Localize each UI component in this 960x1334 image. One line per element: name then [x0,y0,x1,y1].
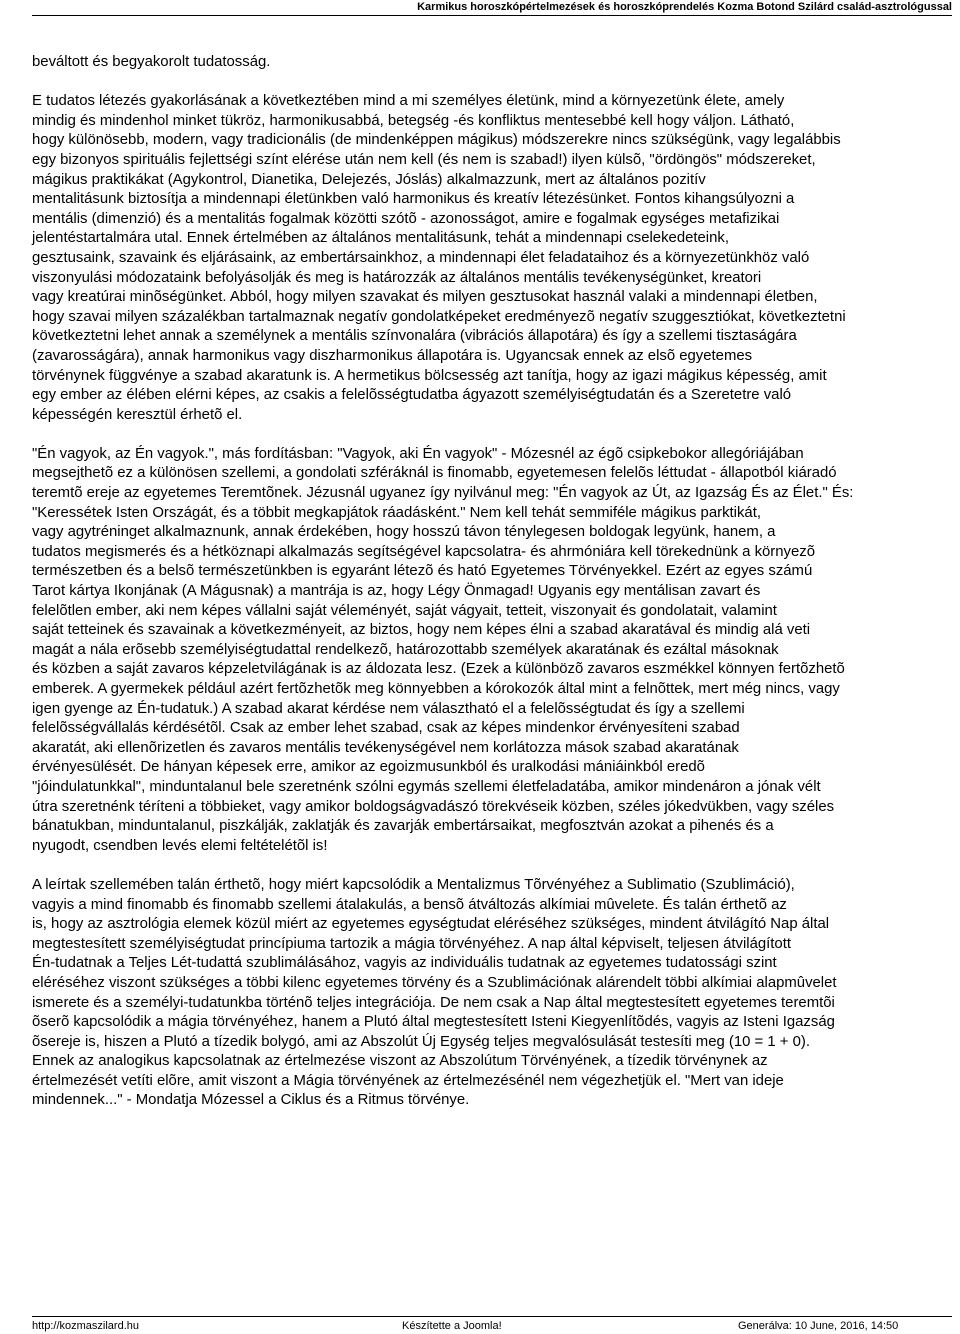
header-divider [32,15,952,16]
footer-site-link[interactable]: http://kozmaszilard.hu [32,1320,139,1332]
page-header-title: Karmikus horoszkópértelmezések és horoszkóprendelés Kozma Botond Szilárd család-asztrológussal [417,1,952,13]
footer-made-with: Készítette a Joomla! [402,1320,502,1332]
paragraph-2: E tudatos létezés gyakorlásának a következtében mind a mi személyes életünk, mind a környezetünk élete, amely mindig és mindenhol minket tükröz, harmonikusabbá, betegség -és konfliktus mentesebbé kell hogy váljon. Látható, hogy különösebb, modern, vagy tradicionális (de mindenképpen mágikus) módszerekre nincs szükségünk, vagy legalábbis egy bizonyos spirituális fejlettségi színt elérése után nem kell (és nem is szabad!) ilyen külsõ, "ördöngös" módszereket, mágikus praktikákat (Agykontrol, Dianetika, Delejezés, Jóslás) alkalmazzunk, mert az általános pozitív mentalitásunk biztosítja a mindennapi életünkben való harmonikus és kreatív létezésünket. Fontos kihangsúlyozni a mentális (dimenzió) és a mentalitás fogalmak közötti szótõ - azonosságot, amire e fogalmak egységes metafizikai jelentéstartalmára utal. Ennek értelmében az általános mentalitásunk, tehát a mindennapi cselekedeteink, gesztusaink, szavaink és eljárásaink, az embertársainkhoz, a mindennapi élet feladataihoz és a környezetünkhöz való viszonyulási módozataink befolyásolják és meg is határozzák az általános mentális tevékenységünket, kreatori vagy kreatúrai minõségünket. Abból, hogy milyen szavakat és milyen gesztusokat használ valaki a mindennapi életben, hogy szavai milyen százalékban tartalmaznak negatív gondolatképeket eredményezõ negatív szuggesztiókat, következtetni következtetni lehet annak a személynek a mentális színvonalára (vibrációs állapotára) és így a szellemi tisztaságára (zavarosságára), annak harmonikus vagy diszharmonikus állapotára is. Ugyancsak ennek az elsõ egyetemes törvénynek függvénye a szabad akaratunk is. A hermetikus bölcsesség azt tanítja, hogy az igazi mágikus képesség, amit egy ember az élében elérni képes, az csakis a felelõsségtudatba ágyazott személyiségtudatán és a Szeretetre való képességén keresztül érhetõ el. [32,93,846,423]
paragraph-4: A leírtak szellemében talán érthetõ, hogy miért kapcsolódik a Mentalizmus Tõrvényéhez a Sublimatio (Szublimáció), vagyis a mind finomabb és finomabb szellemi átalakulás, a bensõ átváltozás alkímiai mûvelete. És talán érthetõ az is, hogy az asztrológia elemek közül miért az egyetemes egységtudat eléréséhez szükséges, mindent átvilágító Nap által megtestesített személyiségtudat princípiuma tartozik a mágia törvényéhez. A nap által képviselt, teljesen átvilágított Én-tudatnak a Teljes Lét-tudattá szublimálásához, vagyis az individuális tudatnak az egyetemes tudatossági szint eléréséhez viszont szükséges a többi kilenc egyetemes törvény és a Szublimációnak alárendelt többi alkímiai alapmûvelet ismerete és a személyi-tudatunkba történõ teljes integrációja. De nem csak a Nap által megtestesített egyetemes teremtõi õserõ kapcsolódik a mágia törvényéhez, hanem a Plutó által megtestesített Isteni Kiegyenlítõdés, vagyis az Isteni Igazság õsereje is, hiszen a Plutó a tízedik bolygó, ami az Abszolút Új Egység teljes megvalósulását testesíti meg (10 = 1 + 0). Ennek az analogikus kapcsolatnak az értelmezése viszont az Abszolútum Törvényének, a tízedik törvénynek az értelmezését vetíti elõre, amit viszont a Mágia törvényének az értelmezésénél nem végezhetjük el. "Mert van ideje mindennek..." - Mondatja Mózessel a Ciklus és a Ritmus törvénye. [32,876,837,1109]
paragraph-3: "Én vagyok, az Én vagyok.", más fordításban: "Vagyok, aki Én vagyok" - Mózesnél az égõ csipkebokor allegóriájában megsejthetõ ez a különösen szellemi, a gondolati szféráknál is finomabb, egyetemesen felelõs léttudat - állapotból kiáradó teremtõ ereje az egyetemes Teremtõnek. Jézusnál ugyanez így nyilvánul meg: "Én vagyok az Út, az Igazság És az Élet." És: "Keressétek Isten Országát, és a többit megkapjátok ráadásként." Nem kell tehát semmiféle mágikus parktikát, vagy agytréninget alkalmaznunk, annak érdekében, hogy hosszú távon ténylegesen boldogak legyünk, hanem, a tudatos megismerés és a hétköznapi alkalmazás segítségével kapcsolatra- és ahrmóniára kell törekednünk a környezõ természetben és a belsõ természetünkben is egyaránt létezõ és ható Egyetemes Törvényekkel. Ezért az egyes számú Tarot kártya Ikonjának (A Mágusnak) a mantrája is az, hogy Légy Önmagad! Ugyanis egy mentálisan zavart és felelõtlen ember, aki nem képes vállalni saját véleményét, saját vágyait, tetteit, viszonyait és gondolatait, valamint saját tetteinek és szavainak a következményeit, az biztos, hogy nem képes élni a szabad akaratával és mindig alá veti magát a nála erõsebb személyiségtudattal rendelkezõ, határozottabb személyek akaratának és ezáltal másoknak és közben a saját zavaros képzeletvilágának is az áldozata lesz. (Ezek a különbözõ zavaros eszmékkel könnyen fertõzhetõ emberek. A gyermekek például azért fertõzhetõk meg könnyebben a kórokozók által mint a felnõttek, mert még nincs, vagy igen gyenge az Én-tudatuk.) A szabad akarat kérdése nem választható el a felelõsségtudat és így a szellemi felelõsségvállalás kérdésétõl. Csak az ember lehet szabad, csak az képes mindenkor érvényesíteni szabad akaratát, aki ellenõrizetlen és zavaros mentális tevékenységével nem korlátozza mások szabad akaratának érvényesülését. De hányan képesek erre, amikor az egoizmusunkból és uralkodási mániáinkból eredõ "jóindulatunkkal", minduntalanul bele szeretnénk szólni egymás szellemi életfeladatába, amikor mindenáron a jónak vélt útra szeretnénk téríteni a többieket, vagy amikor boldogságvadászó törekvéseik közben, széles jókedvükben, vagy széles bánatukban, minduntalanul, piszkálják, zaklatják és zavarják embertársaikat, megfosztván azokat a pihenés és a nyugodt, csendben levés elemi feltételétõl is! [32,445,854,854]
article-body [32,53,952,1131]
paragraph-1: beváltott és begyakorolt tudatosság. [32,54,271,70]
footer-generated-date: Generálva: 10 June, 2016, 14:50 [738,1320,899,1332]
footer-divider [32,1316,952,1317]
